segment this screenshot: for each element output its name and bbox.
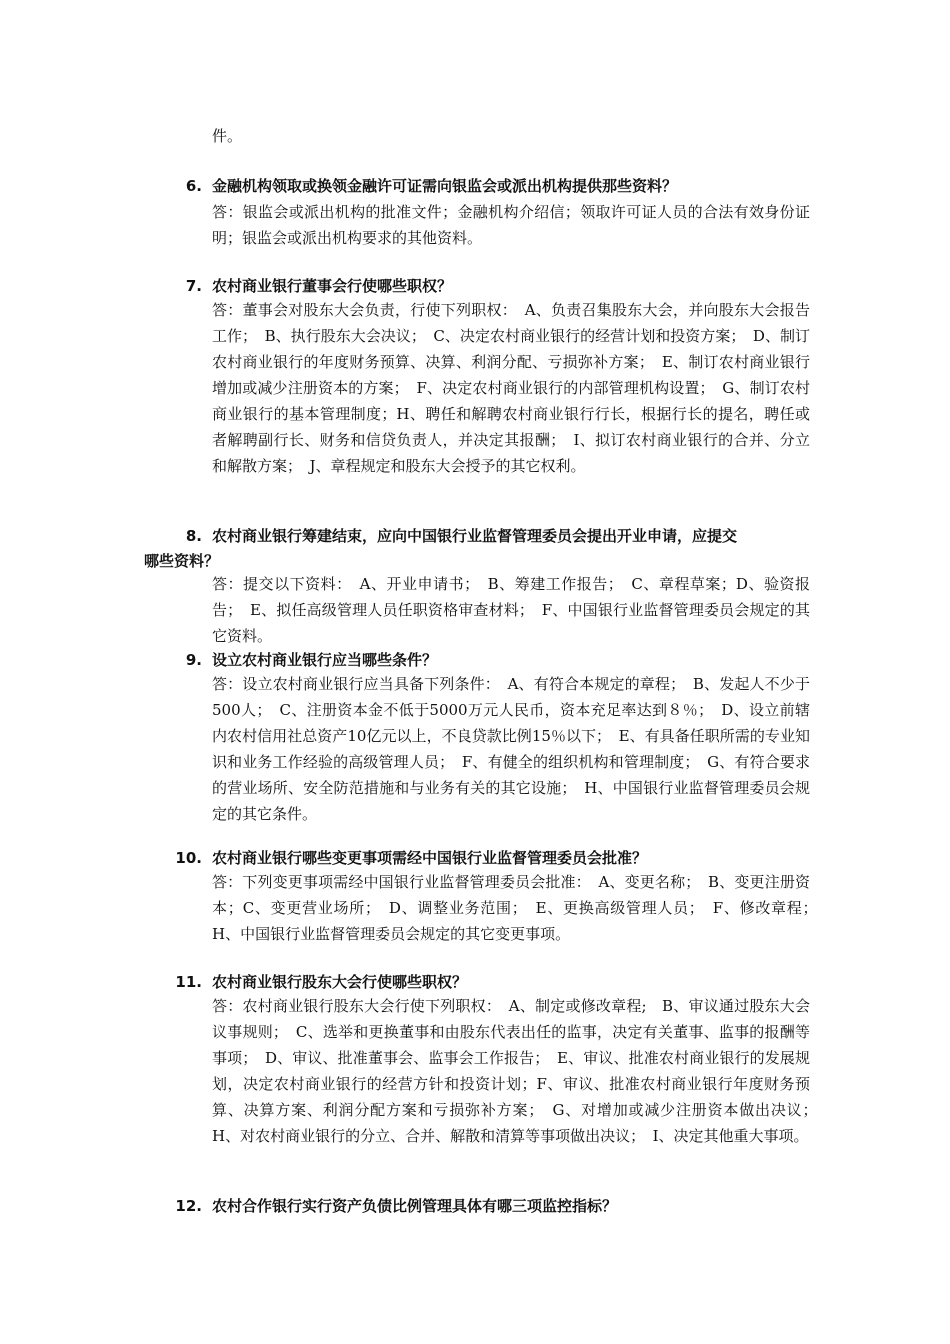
question-text: 农村商业银行股东大会行使哪些职权？ bbox=[212, 973, 468, 991]
answer-10: 答：下列变更事项需经中国银行业监督管理委员会批准： A、变更名称； B、变更注册资本；C、变更营业场所； D、调整业务范围； E、更换高级管理人员； F、修改章程； H、中国银行业监督管理委员会规定的其它变更事项。 bbox=[212, 873, 826, 943]
answer-6: 答：银监会或派出机构的批准文件；金融机构介绍信；领取许可证人员的合法有效身份证 明；银监会或派出机构要求的其他资料。 bbox=[212, 203, 810, 247]
question-text: 设立农村商业银行应当哪些条件？ bbox=[212, 651, 438, 669]
answer-7: 答：董事会对股东大会负责，行使下列职权： A、负责召集股东大会，并向股东大会报告工作； B、执行股东大会决议； C、决定农村商业银行的经营计划和投资方案； D、制订农村商业银行的年度财务预算、决算、利润分配、亏损弥补方案； E、制订农村商业银行增加或减少注册资本的方案； F、决定农村商业银行的内部管理机构设置； G、制订农村商业银行的基本管理制度；H、聘任和解聘农村商业银行行长，根据行长的提名，聘任或者解聘副行长、财务和信贷负责人，并决定其报酬； I、拟订农村商业银行的合并、分立和解散方案； J、章程规定和股东大会授予的其它权利。 bbox=[212, 301, 810, 475]
question-number: 11. bbox=[175, 973, 202, 991]
answer-9: 答：设立农村商业银行应当具备下列条件： A、有符合本规定的章程； B、发起人不少于500人； C、注册资本金不低于5000万元人民币，资本充足率达到８％； D、设立前辖内农村信用社总资产10亿元以上，不良贷款比例15％以下； E、有具备任职所需的专业知识和业务工作经验的高级管理人员； F、有健全的组织机构和管理制度； G、有符合要求的营业场所、安全防范措施和与业务有关的其它设施； H、中国银行业监督管理委员会规定的其它条件。 bbox=[212, 675, 810, 823]
question-7 bbox=[185, 275, 453, 297]
question-9 bbox=[185, 649, 438, 671]
question-text: 金融机构领取或换领金融许可证需向银监会或派出机构提供那些资料？ bbox=[212, 177, 678, 195]
answer-11: 答：农村商业银行股东大会行使下列职权： A、制定或修改章程; B、审议通过股东大会议事规则； C、选举和更换董事和由股东代表出任的监事，决定有关董事、监事的报酬等事项； D、审议、批准董事会、监事会工作报告； E、审议、批准农村商业银行的发展规划，决定农村商业银行的经营方针和投资计划；F、审议、批准农村商业银行年度财务预算、决算方案、利润分配方案和亏损弥补方案； G、对增加或减少注册资本做出决议； H、对农村商业银行的分立、合并、解散和清算等事项做出决议； I、决定其他重大事项。 bbox=[212, 997, 826, 1145]
question-8 bbox=[144, 525, 812, 572]
question-12 bbox=[175, 1195, 618, 1217]
continuation-text: 件。 bbox=[212, 127, 243, 145]
question-text: 农村商业银行哪些变更事项需经中国银行业监督管理委员会批准？ bbox=[212, 849, 648, 867]
question-text: 农村合作银行实行资产负债比例管理具体有哪三项监控指标？ bbox=[212, 1197, 618, 1215]
question-10 bbox=[175, 847, 648, 869]
question-text-line1: 农村商业银行筹建结束，应向中国银行业监督管理委员会提出开业申请，应提交 bbox=[212, 527, 738, 545]
question-number: 8. bbox=[185, 527, 202, 545]
question-text-line2: 哪些资料？ bbox=[144, 552, 220, 570]
question-number: 12. bbox=[175, 1197, 202, 1215]
question-number: 10. bbox=[175, 849, 202, 867]
question-number: 9. bbox=[185, 651, 202, 669]
question-text: 农村商业银行董事会行使哪些职权？ bbox=[212, 277, 453, 295]
question-11 bbox=[175, 971, 468, 993]
question-number: 6. bbox=[185, 177, 202, 195]
question-number: 7. bbox=[185, 277, 202, 295]
answer-8: 答：提交以下资料： A、开业申请书； B、筹建工作报告； C、章程草案；D、验资报告； E、拟任高级管理人员任职资格审查材料； F、中国银行业监督管理委员会规定的其它资料。 bbox=[212, 575, 810, 645]
question-6 bbox=[185, 175, 678, 197]
